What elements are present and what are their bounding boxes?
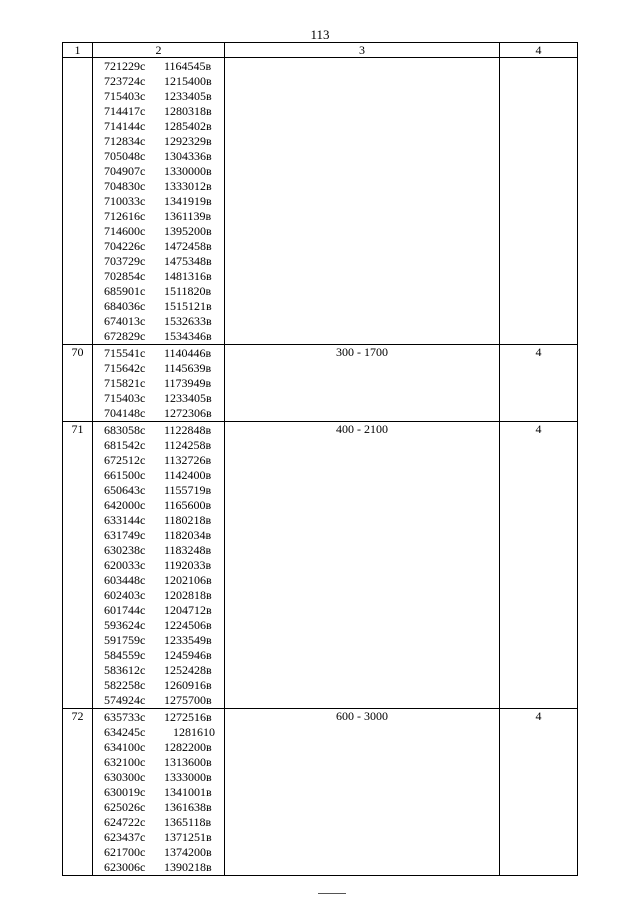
coordinate-pair <box>93 104 224 119</box>
coordinate-pair <box>93 134 224 149</box>
latitude-value: 650643с <box>104 483 146 497</box>
latitude-value: 583612с <box>104 663 146 677</box>
coordinate-pair <box>93 498 224 513</box>
header-col-3: 3 <box>225 43 500 58</box>
latitude-value: 633144с <box>104 513 146 527</box>
longitude-value: 1165600в <box>164 498 212 512</box>
coordinate-pair <box>93 74 224 89</box>
longitude-value: 1361139в <box>164 209 212 223</box>
longitude-value: 1233405в <box>164 391 212 405</box>
longitude-value: 1233549в <box>164 633 212 647</box>
latitude-value: 715642с <box>104 361 146 375</box>
longitude-value: 1511820в <box>164 284 212 298</box>
longitude-value: 1202106в <box>164 573 212 587</box>
coordinate-pair <box>93 725 224 740</box>
longitude-value: 1390218в <box>164 860 212 874</box>
latitude-value: 624722с <box>104 815 146 829</box>
column-4-cell <box>500 422 578 709</box>
latitude-value: 715403с <box>104 89 146 103</box>
range-value: 600 - 3000 <box>336 709 388 723</box>
range-cell <box>225 422 500 709</box>
coordinate-pair <box>93 830 224 845</box>
longitude-value: 1252428в <box>164 663 212 677</box>
coordinate-pair <box>93 329 224 344</box>
latitude-value: 672829с <box>104 329 146 343</box>
coordinate-pair <box>93 618 224 633</box>
coordinate-pair <box>93 633 224 648</box>
coordinate-pair <box>93 648 224 663</box>
latitude-value: 683058с <box>104 423 146 437</box>
row-number: 71 <box>71 422 84 436</box>
table-row <box>63 345 578 422</box>
longitude-value: 1233405в <box>164 89 212 103</box>
page-number: 113 <box>310 27 330 42</box>
latitude-value: 714600с <box>104 224 146 238</box>
latitude-value: 714417с <box>104 104 146 118</box>
coordinate-pair <box>93 299 224 314</box>
coordinate-pair <box>93 361 224 376</box>
longitude-value: 1330000в <box>164 164 212 178</box>
longitude-value: 1285402в <box>164 119 212 133</box>
longitude-value: 1132726в <box>164 453 212 467</box>
latitude-value: 674013с <box>104 314 146 328</box>
range-cell <box>225 345 500 422</box>
table-body <box>63 58 578 876</box>
latitude-value: 703729с <box>104 254 146 268</box>
longitude-value: 1173949в <box>164 376 212 390</box>
latitude-value: 723724с <box>104 74 146 88</box>
coordinate-pair <box>93 468 224 483</box>
coordinate-pair <box>93 179 224 194</box>
coordinate-pair <box>93 194 224 209</box>
range-value <box>225 58 499 59</box>
longitude-value: 1313600в <box>164 755 212 769</box>
bottom-mark <box>318 893 346 894</box>
latitude-value: 681542с <box>104 438 146 452</box>
coordinate-pair <box>93 284 224 299</box>
header-col-1: 1 <box>63 43 93 58</box>
longitude-value: 1532633в <box>164 314 212 328</box>
coordinates-cell <box>93 345 225 422</box>
longitude-value: 1341001в <box>164 785 212 799</box>
longitude-value: 1341919в <box>164 194 212 208</box>
coordinate-pair <box>93 588 224 603</box>
longitude-value: 1333012в <box>164 179 212 193</box>
row-number-cell <box>63 345 93 422</box>
coordinate-pair <box>93 224 224 239</box>
longitude-value: 1475348в <box>164 254 212 268</box>
longitude-value: 1224506в <box>164 618 212 632</box>
coordinate-pair <box>93 269 224 284</box>
latitude-value: 704907с <box>104 164 146 178</box>
longitude-value: 1145639в <box>164 361 212 375</box>
latitude-value: 714144с <box>104 119 146 133</box>
column-4-value <box>500 58 577 59</box>
latitude-value: 710033с <box>104 194 146 208</box>
coordinate-pair <box>93 59 224 74</box>
row-number: 70 <box>71 345 84 359</box>
longitude-value: 1472458в <box>164 239 212 253</box>
table-row <box>63 709 578 876</box>
coordinates-cell <box>93 422 225 709</box>
longitude-value: 1124258в <box>164 438 212 452</box>
coordinate-pair <box>93 800 224 815</box>
longitude-value: 1204712в <box>164 603 212 617</box>
latitude-value: 712834с <box>104 134 146 148</box>
latitude-value: 684036с <box>104 299 146 313</box>
coordinate-pair <box>93 513 224 528</box>
latitude-value: 712616с <box>104 209 146 223</box>
latitude-value: 715403с <box>104 391 146 405</box>
coordinate-pair <box>93 438 224 453</box>
coordinate-pair <box>93 845 224 860</box>
latitude-value: 630238с <box>104 543 146 557</box>
row-number-cell <box>63 422 93 709</box>
longitude-value: 1281610 <box>173 725 215 739</box>
row-number: 72 <box>71 709 84 723</box>
coordinate-pair <box>93 483 224 498</box>
longitude-value: 1182034в <box>164 528 212 542</box>
range-cell <box>225 709 500 876</box>
latitude-value: 621700с <box>104 845 146 859</box>
latitude-value: 634245с <box>104 725 146 739</box>
longitude-value: 1260916в <box>164 678 212 692</box>
longitude-value: 1180218в <box>164 513 212 527</box>
column-4-cell <box>500 345 578 422</box>
longitude-value: 1140446в <box>164 346 212 360</box>
coordinate-pair <box>93 573 224 588</box>
coordinate-pair <box>93 119 224 134</box>
latitude-value: 685901с <box>104 284 146 298</box>
longitude-value: 1534346в <box>164 329 212 343</box>
latitude-value: 620033с <box>104 558 146 572</box>
header-row <box>63 43 578 58</box>
coordinate-pair <box>93 860 224 875</box>
coordinate-pair <box>93 663 224 678</box>
longitude-value: 1192033в <box>164 558 212 572</box>
longitude-value: 1481316в <box>164 269 212 283</box>
table-row <box>63 422 578 709</box>
latitude-value: 631749с <box>104 528 146 542</box>
coordinate-pair <box>93 543 224 558</box>
longitude-value: 1333000в <box>164 770 212 784</box>
coordinate-pair <box>93 376 224 391</box>
range-value: 300 - 1700 <box>336 345 388 359</box>
row-number-cell <box>63 709 93 876</box>
longitude-value: 1183248в <box>164 543 212 557</box>
coordinate-pair <box>93 770 224 785</box>
column-4-value: 4 <box>535 345 542 359</box>
coordinates-cell <box>93 709 225 876</box>
longitude-value: 1202818в <box>164 588 212 602</box>
latitude-value: 634100с <box>104 740 146 754</box>
coordinate-pair <box>93 453 224 468</box>
latitude-value: 584559с <box>104 648 146 662</box>
longitude-value: 1515121в <box>164 299 212 313</box>
latitude-value: 623437с <box>104 830 146 844</box>
coordinates-cell <box>93 58 225 345</box>
coordinate-pair <box>93 678 224 693</box>
column-4-cell <box>500 58 578 345</box>
latitude-value: 715821с <box>104 376 146 390</box>
latitude-value: 603448с <box>104 573 146 587</box>
coordinate-pair <box>93 89 224 104</box>
row-number-cell <box>63 58 93 345</box>
longitude-value: 1272306в <box>164 406 212 420</box>
coordinate-pair <box>93 528 224 543</box>
latitude-value: 702854с <box>104 269 146 283</box>
latitude-value: 661500с <box>104 468 146 482</box>
longitude-value: 1280318в <box>164 104 212 118</box>
coordinate-pair <box>93 815 224 830</box>
latitude-value: 623006с <box>104 860 146 874</box>
longitude-value: 1282200в <box>164 740 212 754</box>
latitude-value: 630019с <box>104 785 146 799</box>
range-cell <box>225 58 500 345</box>
coordinate-pair <box>93 558 224 573</box>
coordinate-pair <box>93 603 224 618</box>
latitude-value: 591759с <box>104 633 146 647</box>
latitude-value: 574924с <box>104 693 146 707</box>
column-4-value: 4 <box>535 709 542 723</box>
latitude-value: 642000с <box>104 498 146 512</box>
coordinates-table <box>62 42 578 876</box>
longitude-value: 1164545в <box>164 59 212 73</box>
coordinate-pair <box>93 164 224 179</box>
coordinate-pair <box>93 693 224 708</box>
longitude-value: 1142400в <box>164 468 212 482</box>
coordinate-pair <box>93 785 224 800</box>
latitude-value: 705048с <box>104 149 146 163</box>
longitude-value: 1215400в <box>164 74 212 88</box>
coordinate-pair <box>93 740 224 755</box>
latitude-value: 582258с <box>104 678 146 692</box>
header-col-4: 4 <box>500 43 578 58</box>
longitude-value: 1245946в <box>164 648 212 662</box>
longitude-value: 1361638в <box>164 800 212 814</box>
row-number <box>63 58 92 59</box>
coordinate-pair <box>93 239 224 254</box>
latitude-value: 721229с <box>104 59 146 73</box>
latitude-value: 672512с <box>104 453 146 467</box>
longitude-value: 1365118в <box>164 815 212 829</box>
latitude-value: 630300с <box>104 770 146 784</box>
column-4-value: 4 <box>535 422 542 436</box>
coordinate-pair <box>93 710 224 725</box>
coordinate-pair <box>93 254 224 269</box>
coordinate-pair <box>93 346 224 361</box>
header-col-2: 2 <box>93 43 225 58</box>
coordinate-pair <box>93 314 224 329</box>
longitude-value: 1395200в <box>164 224 212 238</box>
latitude-value: 635733с <box>104 710 146 724</box>
latitude-value: 704226с <box>104 239 146 253</box>
longitude-value: 1371251в <box>164 830 212 844</box>
latitude-value: 593624с <box>104 618 146 632</box>
coordinate-pair <box>93 149 224 164</box>
latitude-value: 601744с <box>104 603 146 617</box>
longitude-value: 1122848в <box>164 423 212 437</box>
longitude-value: 1304336в <box>164 149 212 163</box>
coordinate-pair <box>93 209 224 224</box>
column-4-cell <box>500 709 578 876</box>
coordinate-pair <box>93 391 224 406</box>
coordinate-pair <box>93 755 224 770</box>
longitude-value: 1292329в <box>164 134 212 148</box>
longitude-value: 1155719в <box>164 483 212 497</box>
latitude-value: 632100с <box>104 755 146 769</box>
coordinate-pair <box>93 406 224 421</box>
longitude-value: 1374200в <box>164 845 212 859</box>
latitude-value: 602403с <box>104 588 146 602</box>
coordinate-pair <box>93 423 224 438</box>
latitude-value: 625026с <box>104 800 146 814</box>
longitude-value: 1275700в <box>164 693 212 707</box>
latitude-value: 704148с <box>104 406 146 420</box>
longitude-value: 1272516в <box>164 710 212 724</box>
latitude-value: 704830с <box>104 179 146 193</box>
range-value: 400 - 2100 <box>336 422 388 436</box>
table-row <box>63 58 578 345</box>
latitude-value: 715541с <box>104 346 146 360</box>
